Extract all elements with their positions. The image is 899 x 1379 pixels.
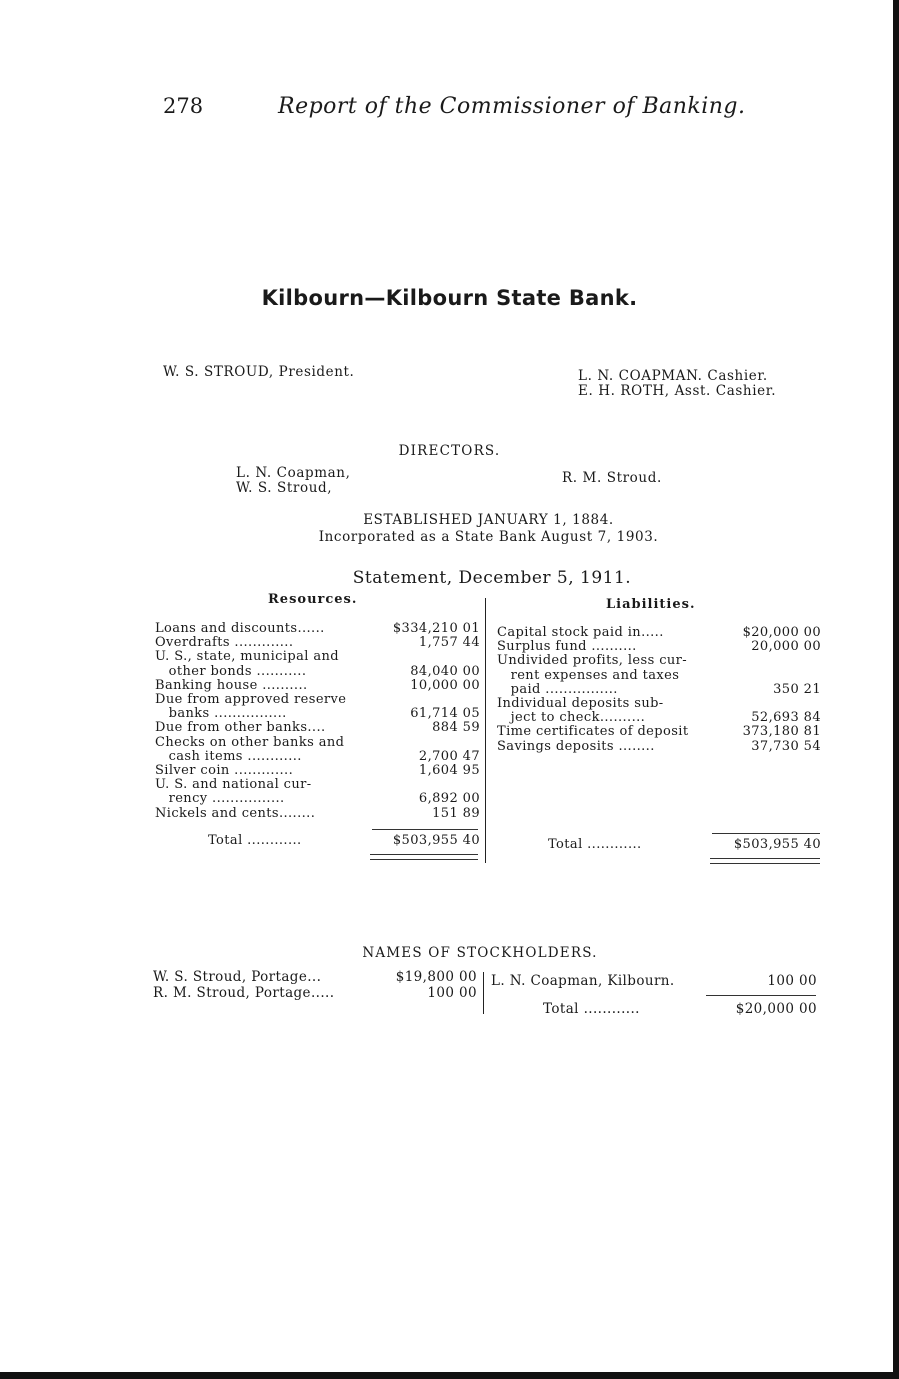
liability-row-amount: 37,730 54 xyxy=(751,738,821,754)
running-title: Report of the Commissioner of Banking. xyxy=(278,94,746,119)
resource-row-amount: 1,757 44 xyxy=(418,635,480,651)
resources-heading: Resources. xyxy=(268,592,358,607)
resource-row-amount: 884 59 xyxy=(432,720,480,736)
liability-row-label: Time certificates of deposit xyxy=(497,724,689,740)
director-3: R. M. Stroud. xyxy=(562,470,662,486)
resource-row-amount: $334,210 01 xyxy=(392,621,480,636)
resource-row-amount: 10,000 00 xyxy=(410,677,480,693)
director-1: L. N. Coapman, xyxy=(236,465,351,481)
liability-row-label: Capital stock paid in..... xyxy=(497,625,664,640)
stockholder-left-2-name: R. M. Stroud, Portage..... xyxy=(153,985,335,1001)
bank-title: Kilbourn—Kilbourn State Bank. xyxy=(261,286,638,310)
liabilities-double-rule xyxy=(710,858,820,864)
liability-row-label: Undivided profits, less cur- xyxy=(497,653,688,669)
director-2: W. S. Stroud, xyxy=(236,480,333,496)
stockholders-heading: NAMES OF STOCKHOLDERS. xyxy=(362,945,598,961)
stockholders-total-amount: $20,000 00 xyxy=(735,1001,817,1017)
statement-divider xyxy=(485,598,486,863)
cashier: L. N. COAPMAN. Cashier. xyxy=(578,368,768,384)
liability-row-label: Surplus fund .......... xyxy=(497,639,637,655)
stockholder-left-2-amount: 100 00 xyxy=(427,985,477,1001)
resource-row-label: rency ................ xyxy=(155,791,285,807)
resource-row-label: cash items ............ xyxy=(155,748,302,764)
liabilities-total-amount: $503,955 40 xyxy=(733,837,821,852)
resource-row-label: Overdrafts ............. xyxy=(155,635,294,651)
resource-row-label: other bonds ........... xyxy=(155,663,307,679)
stockholders-divider xyxy=(483,972,484,1014)
stockholder-left-1-amount: $19,800 00 xyxy=(395,969,477,985)
scan-edge-bottom xyxy=(0,1372,899,1379)
resource-row-label: Due from other banks.... xyxy=(155,720,326,736)
liability-row-amount: 350 21 xyxy=(773,681,821,697)
resources-total-rule xyxy=(372,829,478,830)
incorporated-line: Incorporated as a State Bank August 7, 1903. xyxy=(318,529,659,545)
directors-heading: DIRECTORS. xyxy=(398,443,501,459)
liability-row-amount: 20,000 00 xyxy=(751,639,821,655)
liability-row-amount: 52,693 84 xyxy=(751,710,821,726)
page-number: 278 xyxy=(163,94,204,118)
liability-row-label: Individual deposits sub- xyxy=(497,696,664,711)
liability-row-amount: 373,180 81 xyxy=(742,724,821,740)
liability-row-label: ject to check.......... xyxy=(497,710,646,726)
resource-row-amount: 6,892 00 xyxy=(418,791,480,807)
resource-row-amount: 61,714 05 xyxy=(410,706,480,722)
liability-row-amount: $20,000 00 xyxy=(742,625,821,640)
liability-row-label: rent expenses and taxes xyxy=(497,667,680,683)
resource-row-label: Loans and discounts...... xyxy=(155,621,325,636)
resource-row-label: Checks on other banks and xyxy=(155,734,345,750)
stockholder-right-1-name: L. N. Coapman, Kilbourn. xyxy=(491,973,675,989)
resource-row-label: U. S. and national cur- xyxy=(155,777,312,793)
resource-row-label: U. S., state, municipal and xyxy=(155,649,339,665)
resource-row-amount: 84,040 00 xyxy=(410,663,480,679)
resource-row-label: Nickels and cents........ xyxy=(155,805,316,821)
resource-row-label: banks ................ xyxy=(155,706,287,722)
stockholder-left-1-name: W. S. Stroud, Portage... xyxy=(153,969,322,985)
resource-row-label: Banking house .......... xyxy=(155,677,308,693)
stockholders-total-label: Total ............ xyxy=(543,1001,640,1017)
resource-row-amount: 151 89 xyxy=(432,805,480,821)
statement-title: Statement, December 5, 1911. xyxy=(352,568,632,588)
resource-row-amount: 2,700 47 xyxy=(418,748,480,764)
resources-double-rule xyxy=(370,854,478,860)
stockholders-total-rule xyxy=(706,995,816,996)
resource-row-label: Due from approved reserve xyxy=(155,692,347,707)
liability-row-label: Savings deposits ........ xyxy=(497,738,655,754)
resources-total-amount: $503,955 40 xyxy=(392,833,480,848)
liabilities-total-label: Total ............ xyxy=(548,837,642,852)
resources-total-label: Total ............ xyxy=(208,833,302,848)
asst-cashier: E. H. ROTH, Asst. Cashier. xyxy=(578,383,777,399)
president: W. S. STROUD, President. xyxy=(163,364,355,380)
liabilities-total-rule xyxy=(712,833,820,834)
resource-row-amount: 1,604 95 xyxy=(418,763,480,778)
liabilities-heading: Liabilities. xyxy=(606,597,696,612)
resource-row-label: Silver coin ............. xyxy=(155,763,294,778)
established-line: ESTABLISHED JANUARY 1, 1884. xyxy=(363,512,614,528)
stockholder-right-1-amount: 100 00 xyxy=(767,973,817,989)
liability-row-label: paid ................ xyxy=(497,681,618,697)
scan-edge-right xyxy=(893,0,899,1379)
